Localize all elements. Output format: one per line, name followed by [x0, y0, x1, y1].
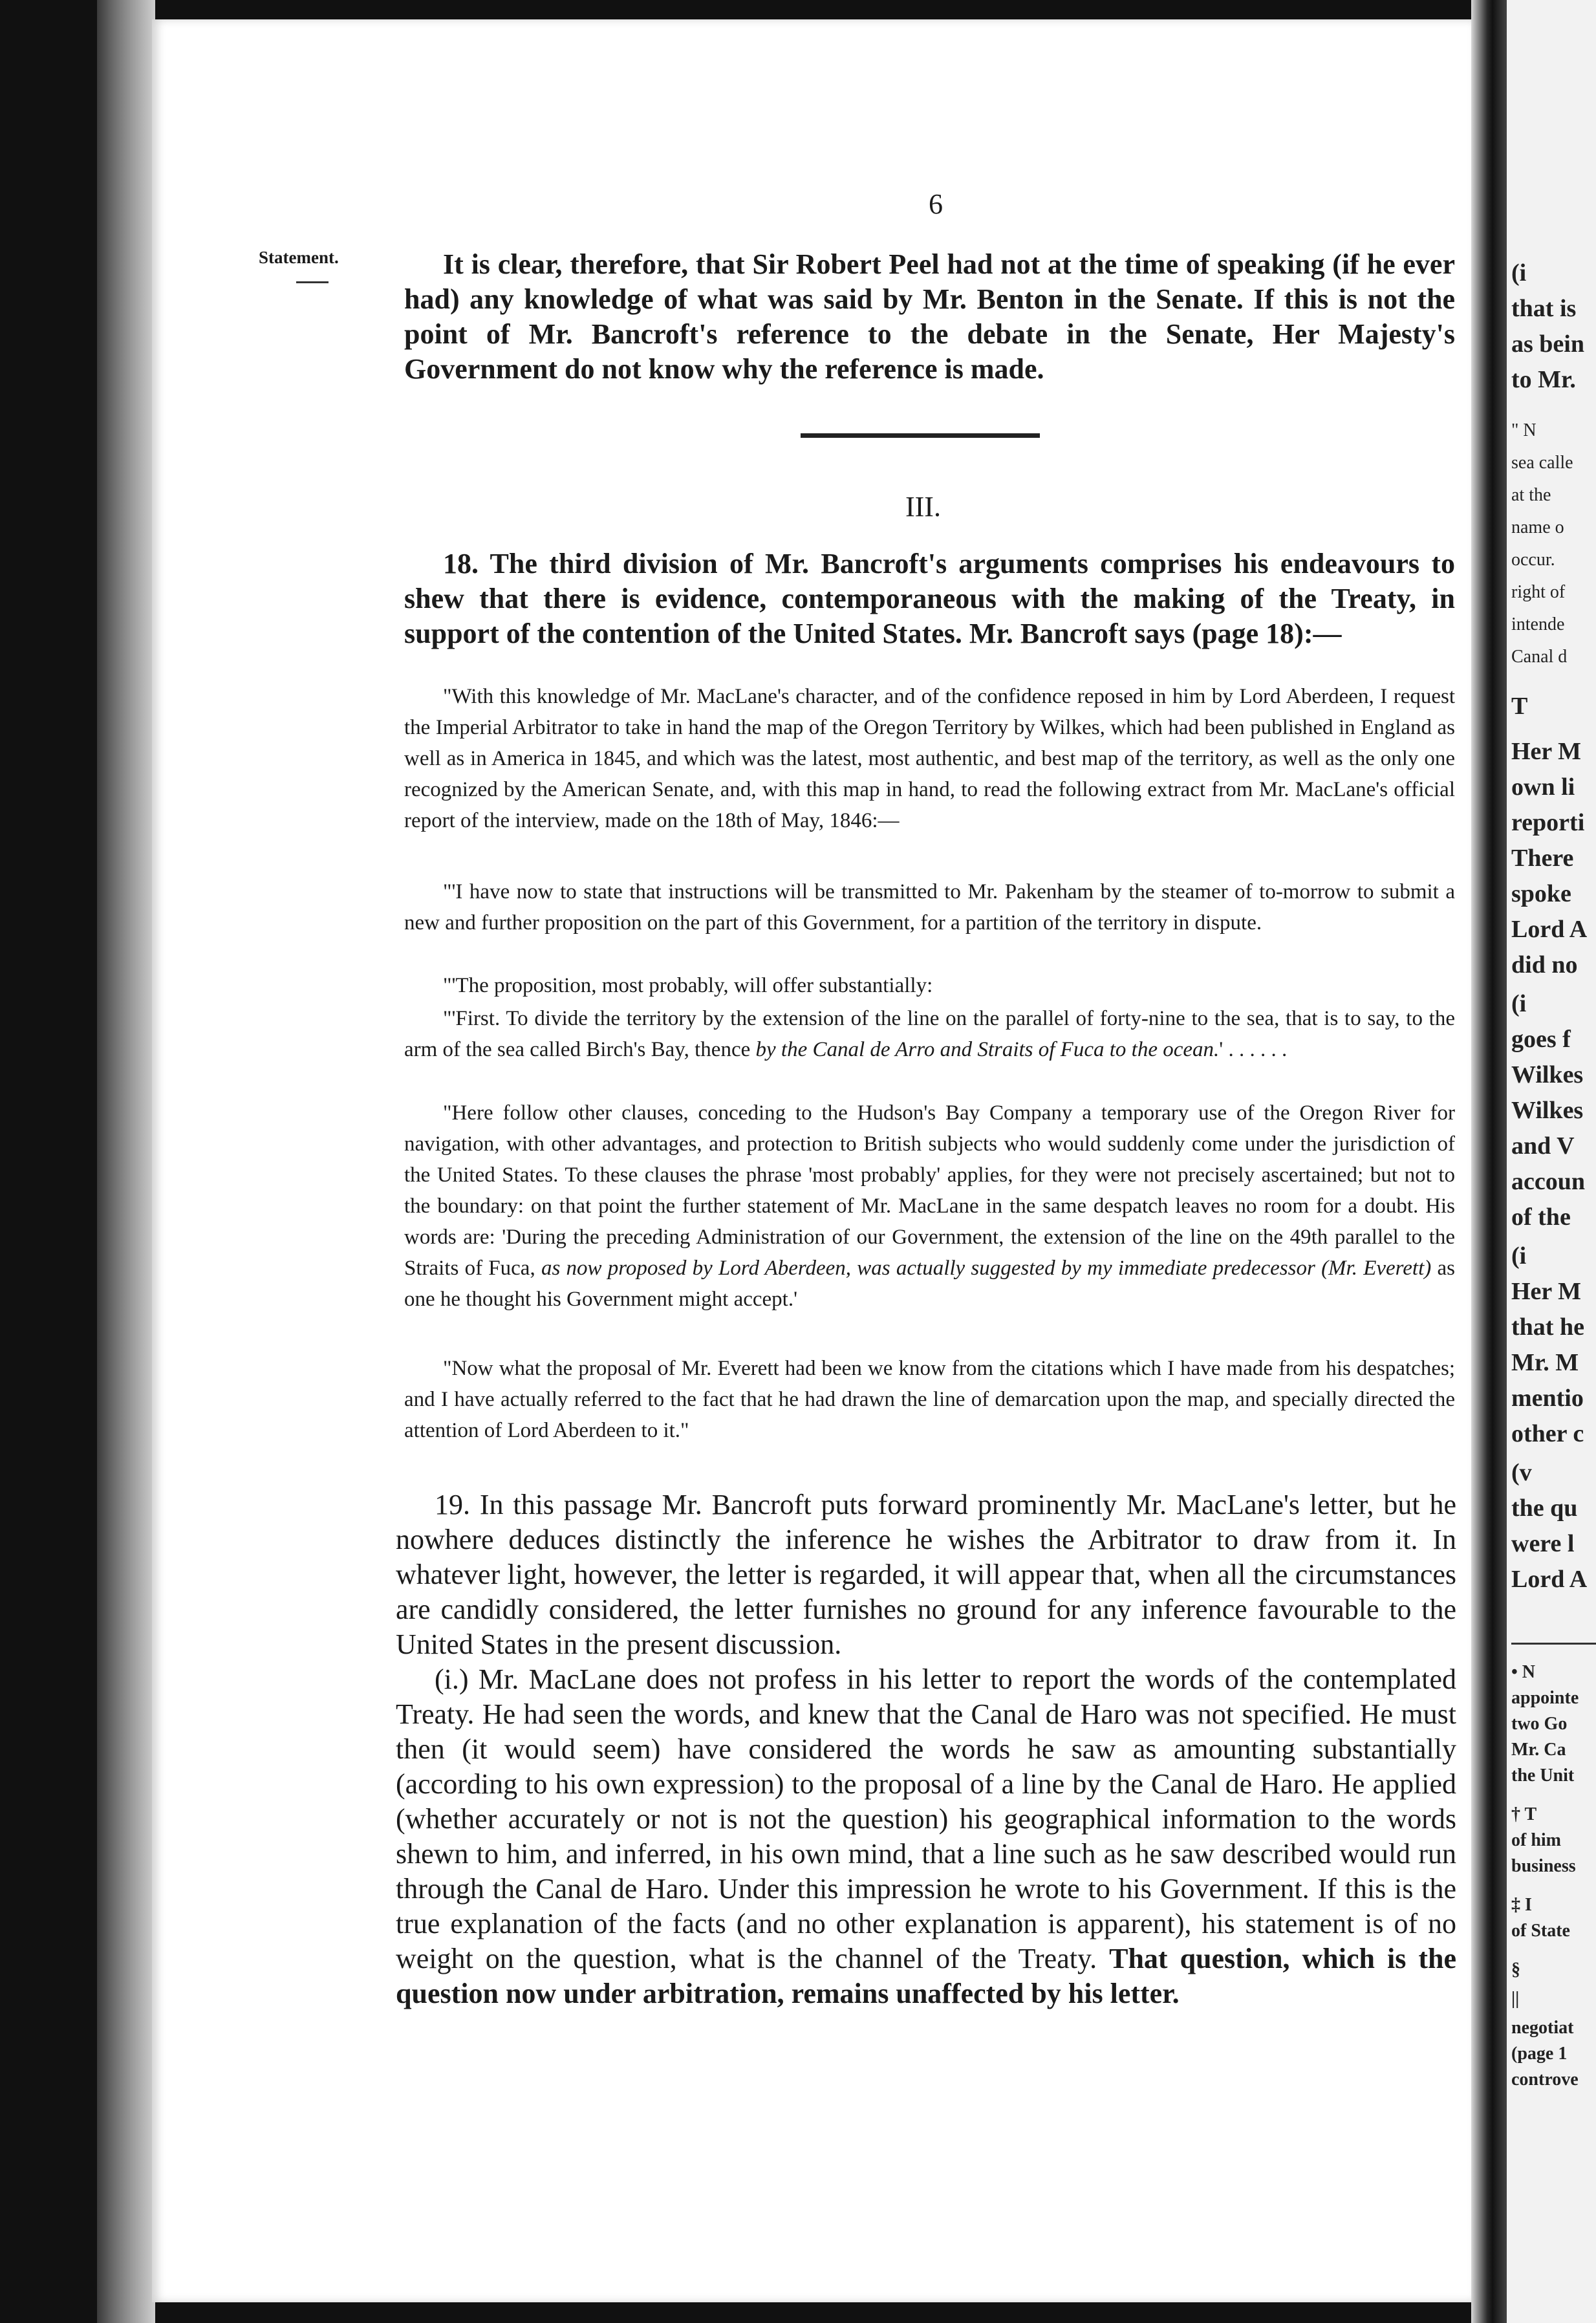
next-page-fragment: appointe — [1511, 1688, 1579, 1708]
next-page-fragment: to Mr. — [1511, 366, 1576, 393]
paragraph-19-i-bold: That question, which is the question now under arbitration, remains unaffected by his letter. — [396, 1943, 1457, 2009]
next-page-fragment: two Go — [1511, 1714, 1568, 1734]
margin-note-rule — [296, 281, 329, 283]
next-page-fragment: and V — [1511, 1132, 1575, 1160]
quote-4-italic: by the Canal de Arro and Straits of Fuca to the ocean. — [755, 1038, 1220, 1061]
next-page-fragment: ‡ I — [1511, 1895, 1532, 1915]
margin-note-statement: Statement. — [259, 248, 339, 267]
next-page-fragment: (page 1 — [1511, 2044, 1568, 2064]
next-page-fragment: There — [1511, 845, 1574, 872]
next-page-fragment: as bein — [1511, 330, 1584, 358]
next-page-fragment: (i — [1511, 259, 1527, 286]
next-page-fragment: other c — [1511, 1420, 1584, 1447]
next-page-fragment: Canal d — [1511, 647, 1568, 667]
next-page-fragment: occur. — [1511, 550, 1555, 570]
next-page-fragment: || — [1511, 1989, 1520, 2009]
quote-5-italic: as now proposed by Lord Aberdeen, was actually suggested by my immediate predecessor (Mr. Everett) — [541, 1257, 1432, 1280]
next-page-fragment: sea calle — [1511, 453, 1573, 473]
section-heading: III. — [905, 491, 941, 523]
next-page-footnote-rule — [1511, 1643, 1596, 1645]
quote-4-text: "'First. To divide the territory by the extension of the line on the parallel of forty-nine to the sea, that is to say, to the arm of the sea called Birch's Bay, thence — [404, 1007, 1455, 1061]
next-page-fragment: name o — [1511, 517, 1564, 537]
next-page-fragment: (v — [1511, 1459, 1532, 1486]
next-page-fragment: spoke — [1511, 880, 1571, 907]
next-page-fragment: right of — [1511, 582, 1566, 602]
quote-paragraph-5 — [404, 1097, 1455, 1315]
next-page-fragment: own li — [1511, 773, 1575, 801]
quote-paragraph-6: "Now what the proposal of Mr. Everett had been we know from the citations which I have made from his despatches; and I have actually referred to the fact that he had drawn the line of demarcation upon the map, and specially directed the attention of Lord Aberdeen to it." — [404, 1357, 1455, 1442]
next-page-fragment: • N — [1511, 1662, 1536, 1682]
next-page-fragment: of State — [1511, 1921, 1570, 1941]
quote-4-ellipsis: ' . . . . . . — [1219, 1038, 1288, 1061]
paragraph-19: 19. In this passage Mr. Bancroft puts forward prominently Mr. MacLane's letter, but he nowhere deduces distinctly the inference he wishes the Arbitrator to draw from it. In whatever light, however, the letter is regarded, it will appear that, when all the circumstances are candidly considered, the letter furnishes no ground for any inference favourable to the United States in the present discussion. — [396, 1489, 1456, 1660]
quote-5-end: as one he thought his Government might accept.' — [404, 1257, 1455, 1311]
next-page-fragment: that he — [1511, 1313, 1584, 1341]
quote-paragraph-2: "'I have now to state that instructions will be transmitted to Mr. Pakenham by the steamer of to-morrow to submit a new and further proposition on the part of this Government, for a partition of the territory in dispute. — [404, 880, 1455, 935]
next-page-fragment: reporti — [1511, 809, 1585, 836]
next-page-fragment: goes f — [1511, 1026, 1571, 1053]
quote-paragraph-3: "'The proposition, most probably, will offer substantially: — [443, 974, 933, 997]
page-gutter — [1471, 0, 1507, 2323]
next-page-fragment: Mr. M — [1511, 1349, 1579, 1376]
quote-paragraph-4 — [404, 1003, 1455, 1065]
quote-5-text: "Here follow other clauses, conceding to the Hudson's Bay Company a temporary use of the Oregon River for navigation, with other advantages, and protection to British subjects who would suddenly come under the jurisdiction of the United States. To these clauses the phrase 'most probably' applies, for they were not precisely ascertained; but not to the boundary: on that point the further statement of Mr. MacLane in the same despatch leaves no room for a doubt. His words are: 'During the preceding Administration of our Government, the extension of the line on the 49th parallel to the Straits of Fuca, — [404, 1101, 1455, 1280]
next-page-fragment: Wilkes — [1511, 1061, 1584, 1088]
next-page-fragment: that is — [1511, 295, 1577, 322]
book-binding — [97, 0, 155, 2323]
paragraph-intro: It is clear, therefore, that Sir Robert Peel had not at the time of speaking (if he ever had) any knowledge of what was said by Mr. Benton in the Senate. If this is not the point of Mr. Bancroft's reference to the debate in the Senate, Her Majesty's Government do not know why the reference is made. — [404, 248, 1455, 385]
next-page-fragment: negotiat — [1511, 2018, 1574, 2038]
page-number: 6 — [929, 188, 943, 220]
next-page-fragment: at the — [1511, 485, 1551, 505]
paragraph-19-i — [396, 1662, 1456, 2011]
next-page-fragment: † T — [1511, 1804, 1537, 1824]
next-page-fragment: of the — [1511, 1204, 1571, 1231]
next-page-fragment: (i — [1511, 1242, 1527, 1270]
quote-paragraph-1: "With this knowledge of Mr. MacLane's character, and of the confidence reposed in him by Lord Aberdeen, I request the Imperial Arbitrator to take in hand the map of the Oregon Territory by Wilkes, which had been published in England as well as in America in 1845, and which was the latest, most authentic, and best map of the territory, as well as the only one recognized by the American Senate, and, with this map in hand, to read the following extract from Mr. MacLane's official report of the interview, made on the 18th of May, 1846:— — [404, 685, 1455, 832]
next-page-fragment: business — [1511, 1856, 1576, 1876]
next-page-fragment: mentio — [1511, 1385, 1584, 1412]
next-page-fragment: " N — [1511, 420, 1537, 440]
paragraph-18: 18. The third division of Mr. Bancroft's arguments comprises his endeavours to shew that there is evidence, contemporaneous with the making of the Treaty, in support of the contention of the United States. Mr. Bancroft says (page 18):— — [404, 548, 1455, 649]
next-page-fragment: Mr. Ca — [1511, 1740, 1566, 1760]
paragraph-19-i-text: (i.) Mr. MacLane does not profess in his letter to report the words of the contemplated Treaty. He had seen the words, and knew that the Canal de Haro was not specified. He must then (it would seem) have considered the words he saw as amounting substantially (according to his own expression) to the proposal of a line by the Canal de Haro. He applied (whether accurately or not is not the question) his geographical information to the words shewn to him, and inferred, in his own mind, that a line such as he saw described would run through the Canal de Haro. Under this impression he wrote to his Government. If this is the true explanation of the facts (and no other explanation is apparent), his statement is of no weight on the question, what is the channel of the Treaty. — [396, 1663, 1456, 1974]
next-page-fragment: Lord A — [1511, 1566, 1588, 1593]
next-page-fragment: Her M — [1511, 1278, 1581, 1305]
next-page-fragment: controve — [1511, 2069, 1579, 2090]
next-page-fragment: accoun — [1511, 1168, 1585, 1195]
next-page-fragment: were l — [1511, 1530, 1575, 1557]
next-page-fragment: (i — [1511, 990, 1527, 1017]
next-page-fragment: Her M — [1511, 738, 1581, 765]
next-page-fragment: T — [1511, 693, 1528, 720]
next-page-fragment: did no — [1511, 951, 1578, 978]
next-page-fragment: Wilkes — [1511, 1097, 1584, 1124]
next-page-fragment: intende — [1511, 614, 1565, 634]
section-divider — [801, 433, 1040, 438]
next-page-fragment: Lord A — [1511, 916, 1588, 943]
next-page-fragment: of him — [1511, 1830, 1561, 1850]
next-page-fragment: the qu — [1511, 1495, 1578, 1522]
next-page-fragment: § — [1511, 1960, 1520, 1980]
next-page-fragment: the Unit — [1511, 1766, 1575, 1786]
